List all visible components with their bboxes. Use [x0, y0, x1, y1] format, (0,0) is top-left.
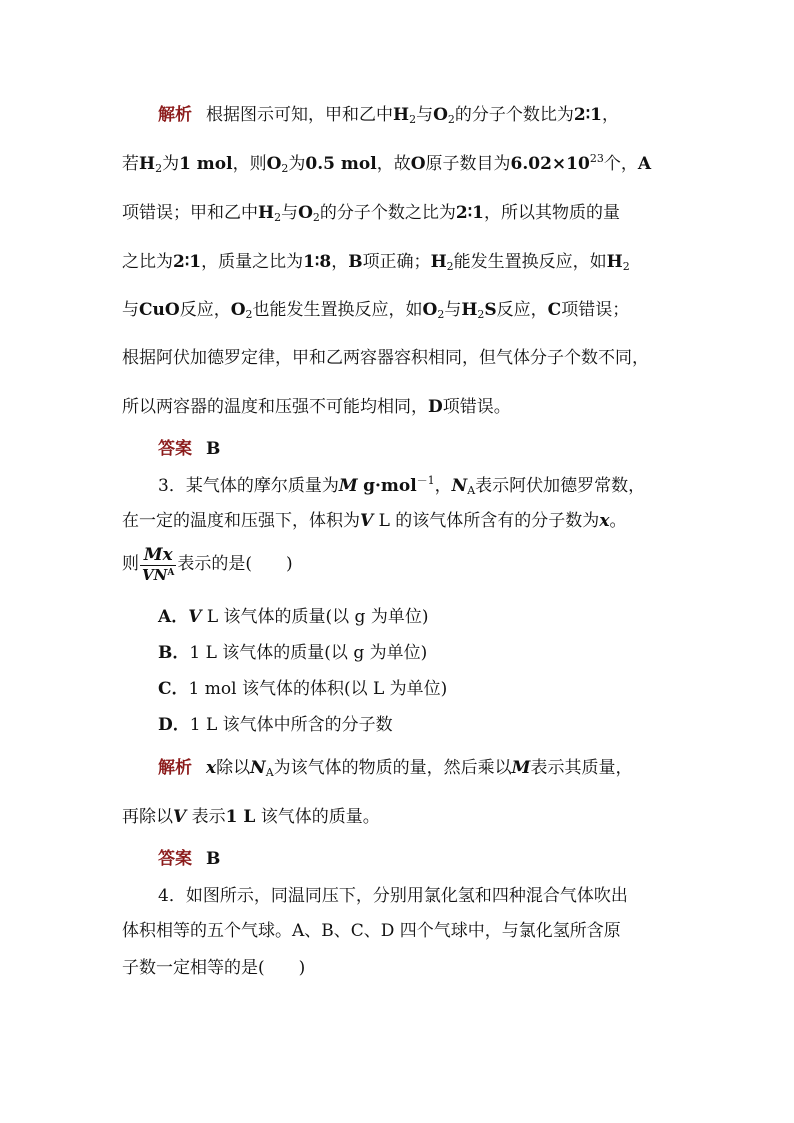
q2-analysis-line-3: 项错误；甲和乙中$H_2$与$O_2$的分子个数之比为2∶1，所以其物质的量	[122, 203, 620, 224]
q2-analysis-line-1: 解析 根据图示可知，甲和乙中$H_2$与$O_2$的分子个数比为2∶1，	[158, 105, 619, 126]
analysis-label: 解析	[158, 105, 192, 125]
q4-stem-line-3: 子数一定相等的是( )	[122, 958, 306, 978]
q3-fraction: $\frac{Mx}{VN^A}$	[142, 545, 175, 584]
q3-analysis-line-1: 解析 x除以$N_A$为该气体的物质的量，然后乘以M表示其质量，	[158, 758, 633, 779]
analysis-label: 解析	[158, 758, 192, 778]
q3-number: 3．	[158, 476, 186, 496]
q2-analysis-line-7: 所以两容器的温度和压强不可能均相同，D项错误。	[122, 397, 511, 417]
answer-label: 答案	[158, 849, 192, 869]
q2-analysis-line-2: 若$H_2$为1 mol，则$O_2$为0.5 mol，故O原子数目为$6.02\times 10^{23}$个，A	[122, 152, 652, 175]
q2-answer-value: B	[206, 439, 221, 459]
answer-label: 答案	[158, 439, 192, 459]
q3-option-c: C．1 mol 该气体的体积(以 L 为单位)	[158, 679, 448, 699]
q3-stem-line-3: 则 $\frac{Mx}{VN^A}$ 表示的是( )	[122, 545, 293, 584]
q4-stem-line-2: 体积相等的五个气球。A、B、C、D 四个气球中，与氯化氢所含原	[122, 921, 621, 941]
q3-stem-line-1: 3．某气体的摩尔质量为M g·mol$^{-1}$，$N_A$表示阿伏加德罗常数，	[158, 474, 646, 497]
q3-option-a: A．V L 该气体的质量(以 g 为单位)	[158, 607, 429, 627]
q3-answer	[158, 847, 677, 871]
q3-stem-line-2: 在一定的温度和压强下，体积为V L 的该气体所含有的分子数为x。	[122, 511, 627, 531]
q3-analysis-line-2: 再除以V 表示1 L 该气体的质量。	[122, 807, 380, 827]
q2-analysis-line-5: 与CuO反应，$O_2$也能发生置换反应，如$O_2$与$H_2S$反应，C项错误；	[122, 300, 630, 321]
q3-option-d: D．1 L 该气体中所含的分子数	[158, 715, 393, 735]
q4-stem-line-1: 4．如图所示，同温同压下，分别用氯化氢和四种混合气体吹出	[158, 886, 628, 906]
q2-analysis-line-6: 根据阿伏加德罗定律，甲和乙两容器容积相同，但气体分子个数不同，	[122, 348, 649, 368]
q2-answer	[158, 437, 677, 461]
q4-number: 4．	[158, 886, 186, 906]
q3-answer-value: B	[206, 849, 221, 869]
q2-analysis-line-4: 之比为2∶1，质量之比为1∶8，B项正确；$H_2$能发生置换反应，如$H_2$	[122, 252, 630, 273]
q3-option-b: B．1 L 该气体的质量(以 g 为单位)	[158, 643, 428, 663]
